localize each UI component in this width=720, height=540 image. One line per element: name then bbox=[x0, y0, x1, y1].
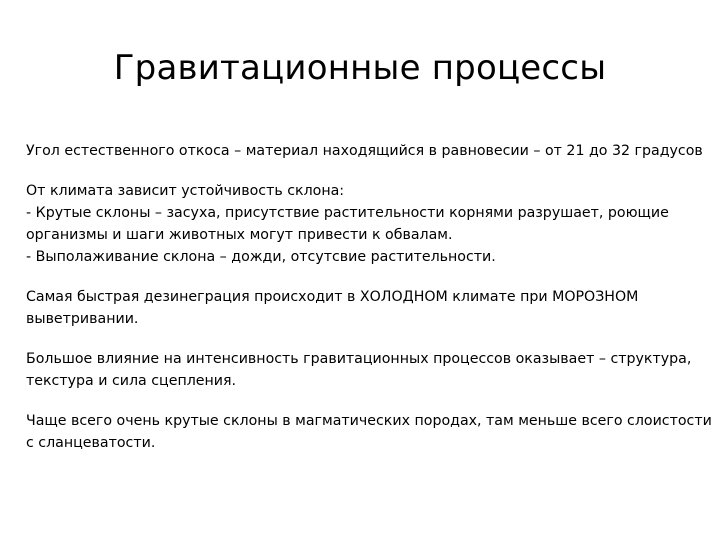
text-line: организмы и шаги животных могут привести к обвалам. bbox=[26, 227, 453, 243]
paragraph-repose-angle bbox=[26, 140, 716, 162]
text-line: Чаще всего очень крутые склоны в магматических породах, там меньше всего слоистости bbox=[26, 413, 712, 429]
slide-body bbox=[26, 140, 716, 472]
paragraph-steep-slopes bbox=[26, 410, 716, 454]
text-line: Большое влияние на интенсивность гравитационных процессов оказывает – структура, bbox=[26, 351, 692, 367]
paragraph-influence bbox=[26, 348, 716, 392]
text-line: - Выполаживание склона – дожди, отсутсвие растительности. bbox=[26, 249, 496, 265]
text-line: выветривании. bbox=[26, 311, 139, 327]
text-line: Самая быстрая дезинеграция происходит в ХОЛОДНОМ климате при МОРОЗНОМ bbox=[26, 289, 639, 305]
paragraph-climate-stability bbox=[26, 180, 716, 268]
text-line: текстура и сила сцепления. bbox=[26, 373, 237, 389]
text-line: с сланцеватости. bbox=[26, 435, 156, 451]
text-line: От климата зависит устойчивость склона: bbox=[26, 183, 345, 199]
slide-title: Гравитационные процессы bbox=[113, 48, 607, 88]
text-line: Угол естественного откоса – материал находящийся в равновесии – от 21 до 32 градусов bbox=[26, 143, 703, 159]
text-line: - Крутые склоны – засуха, присутствие растительности корнями разрушает, роющие bbox=[26, 205, 669, 221]
paragraph-disintegration bbox=[26, 286, 716, 330]
